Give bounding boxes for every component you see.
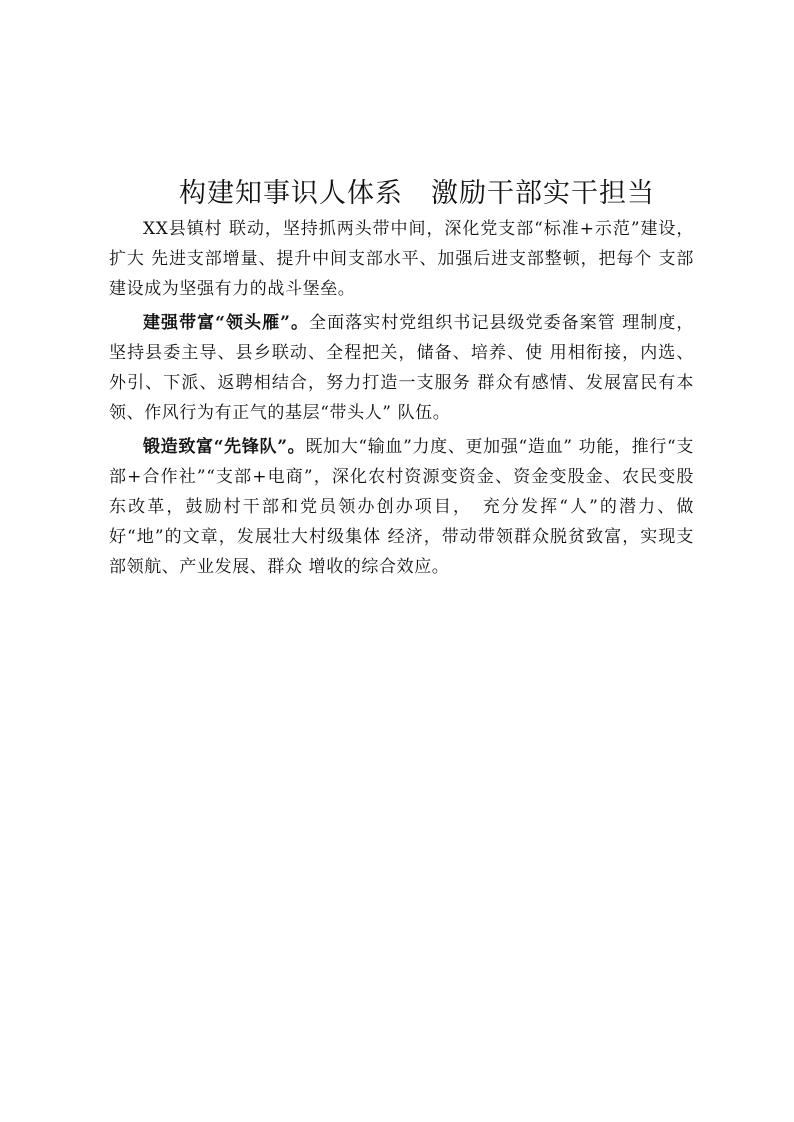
- document-body: [109, 214, 694, 586]
- document-title: 构建知事识人体系 激励干部实干担当: [179, 178, 655, 209]
- paragraph-text: 既加大“输血”力度、更加强“造血” 功能，推行“支部+合作社”“支部+电商”，深化农村资源变资金、资金变股金、农民变股东改革，鼓励村干部和党员领办创办项目， 充分发挥“人”的潜力、做好“地”的文章，发展壮大村级集体 经济，带动带领群众脱贫致富，实现支部领航、产业发展、群众 增收的综合效应。: [109, 437, 694, 577]
- paragraph-lead: 建强带富“领头雁”。: [143, 313, 310, 333]
- paragraph-text: 全面落实村党组织书记县级党委备案管 理制度，坚持县委主导、县乡联动、全程把关，储备、培养、使 用相衔接，内选、外引、下派、返聘相结合，努力打造一支服务 群众有感情、发展富民有本领、作风行为有正气的基层“带头人” 队伍。: [109, 313, 695, 423]
- paragraph-vanguard: [109, 432, 694, 582]
- paragraph-text: XX县镇村 联动，坚持抓两头带中间，深化党支部“标准+示范”建设，扩大 先进支部增量、提升中间支部水平、加强后进支部整顿，把每个 支部建设成为坚强有力的战斗堡垒。: [109, 219, 694, 299]
- paragraph-lead: 锻造致富“先锋队”。: [143, 437, 306, 457]
- paragraph-intro: [109, 214, 694, 304]
- paragraph-leader: [109, 308, 694, 428]
